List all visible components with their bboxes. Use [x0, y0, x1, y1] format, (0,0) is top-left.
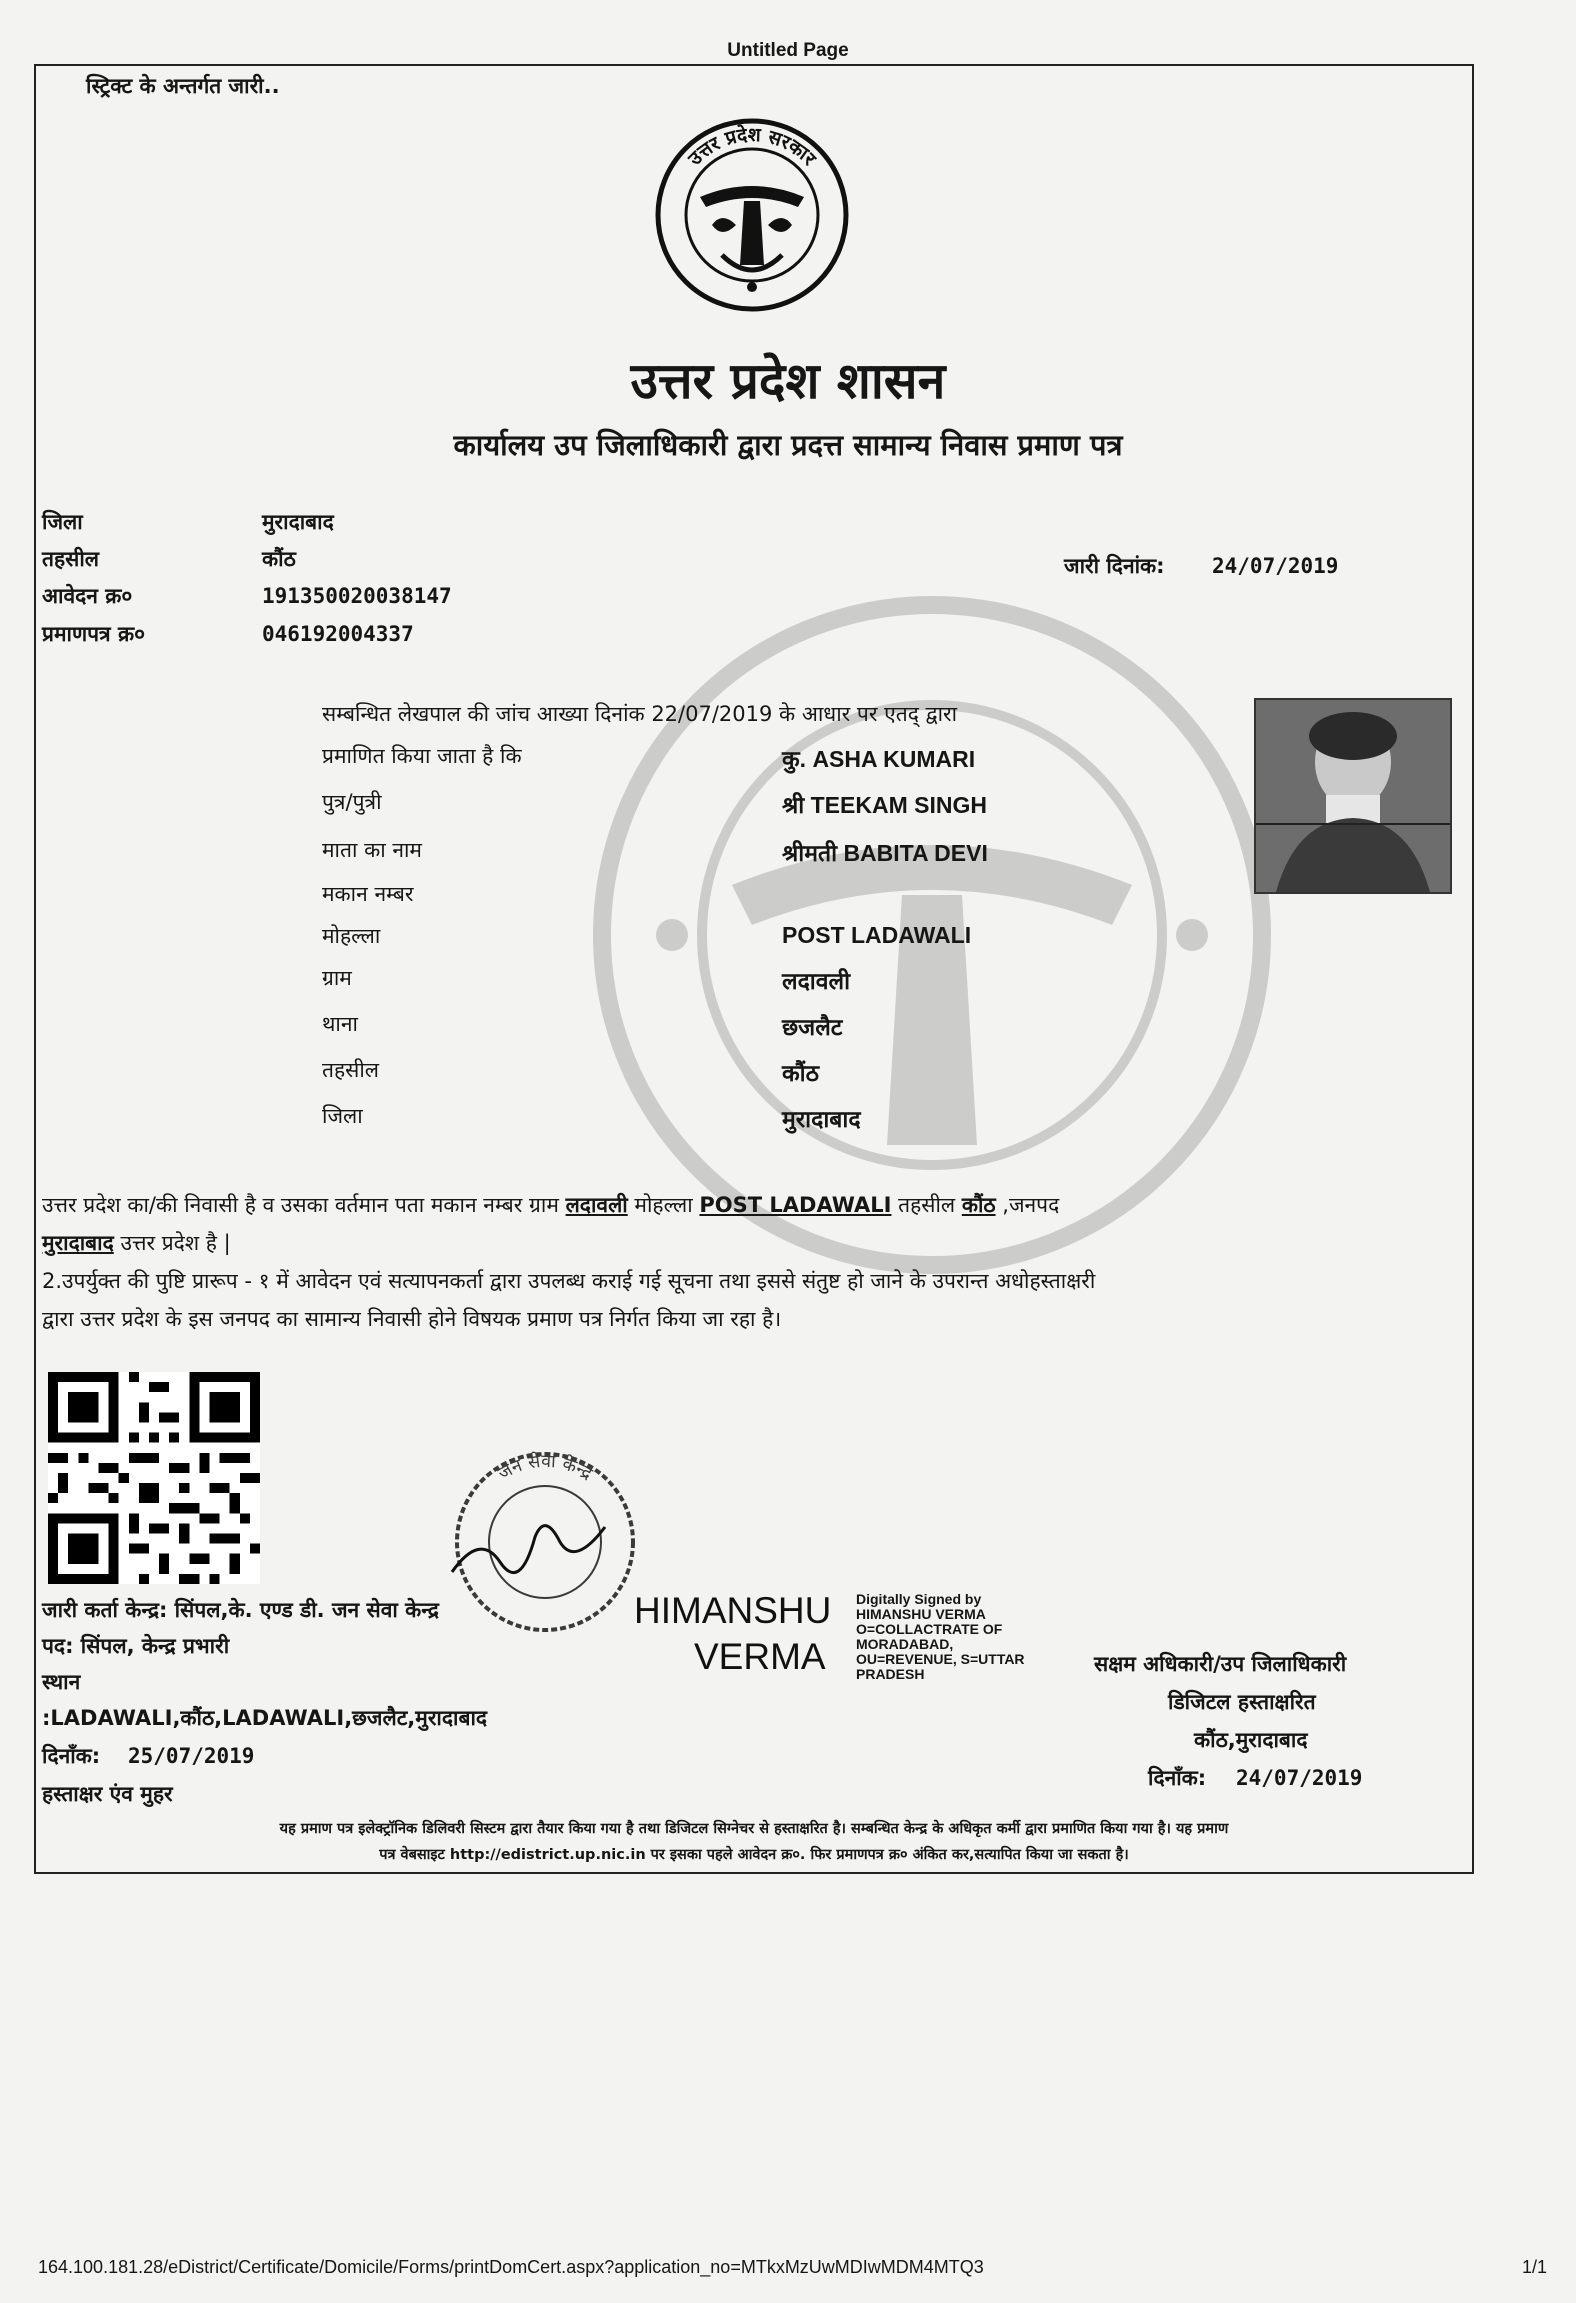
residence-text-2: मोहल्ला: [627, 1193, 700, 1217]
place-value: :LADAWALI,कौंठ,LADAWALI,छजलैट,मुरादाबाद: [42, 1706, 488, 1730]
applicant-photo: [1254, 698, 1452, 894]
district-value: मुरादाबाद: [262, 510, 334, 534]
field-district-label: जिला: [322, 1104, 363, 1128]
certificate-number-value: 046192004337: [262, 622, 414, 646]
certificate-title: उत्तर प्रदेश शासन: [630, 351, 946, 410]
issuer-designation: पद: सिंपल, केन्द्र प्रभारी: [42, 1634, 230, 1658]
issue-date-value: 24/07/2019: [1212, 554, 1339, 578]
field-mother-value: श्रीमती BABITA DEVI: [782, 840, 988, 866]
dsig-line-4: MORADABAD,: [856, 1636, 954, 1652]
svg-text:उत्तर प्रदेश सरकार: [683, 123, 821, 171]
dsig-line-6: PRADESH: [856, 1666, 925, 1682]
svg-text:जन सेवा केन्द्र: [494, 1450, 596, 1485]
footer-note-line-2: पत्र वेबसाइट http://edistrict.up.nic.in पर इसका पहले आवेदन क्र०. फिर प्रमाणपत्र क्र० अंकित कर,सत्यापित किया जा सकता है।: [379, 1847, 1129, 1863]
district-label: जिला: [42, 510, 83, 534]
field-village-value: लदावली: [782, 968, 851, 994]
field-police-station-value: छजलैट: [782, 1014, 843, 1040]
residence-tehsil: कौंठ: [961, 1193, 996, 1217]
field-mohalla-value: POST LADAWALI: [782, 922, 972, 948]
signer-first-name: HIMANSHU: [634, 1590, 832, 1631]
field-tehsil-label: तहसील: [322, 1058, 379, 1082]
residence-district: मुरादाबाद: [42, 1231, 114, 1255]
confirmation-line-1: 2.उपर्युक्त की पुष्टि प्रारूप - १ में आवेदन एवं सत्यापनकर्ता द्वारा उपलब्ध कराई गई सूचना तथा इससे संतुष्ट हो जाने के उपरान्त अधोहस्ताक्षरी: [42, 1269, 1096, 1293]
residence-mohalla: POST LADAWALI: [699, 1193, 892, 1217]
intro-line: सम्बन्धित लेखपाल की जांच आख्या दिनांक 22/07/2019 के आधार पर एतद् द्वारा: [322, 702, 958, 726]
residence-statement: [42, 1186, 1462, 1338]
field-father-value: श्री TEEKAM SINGH: [782, 792, 987, 818]
footer-note-line-1: यह प्रमाण पत्र इलेक्ट्रॉनिक डिलिवरी सिस्टम द्वारा तैयार किया गया है तथा डिजिटल सिग्नेचर से हस्ताक्षरित है। सम्बन्धित केन्द्र के अधिकृत कर्मी द्वारा प्रमाणित किया गया है। यह प्रमाण: [279, 1821, 1229, 1837]
field-village-label: ग्राम: [322, 966, 352, 990]
authority-title: सक्षम अधिकारी/उप जिलाधिकारी: [1094, 1652, 1347, 1676]
signature-seal-label: हस्ताक्षर एंव मुहर: [42, 1782, 173, 1806]
field-father-label: पुत्र/पुत्री: [322, 790, 382, 814]
residence-village: लदावली: [565, 1193, 628, 1217]
qr-code: [48, 1372, 260, 1584]
certificate-number-label: प्रमाणपत्र क्र०: [42, 622, 146, 646]
certificate-subtitle: कार्यालय उप जिलाधिकारी द्वारा प्रदत्त सामान्य निवास प्रमाण पत्र: [453, 428, 1123, 462]
application-number-value: 191350020038147: [262, 584, 452, 608]
confirmation-line-2: द्वारा उत्तर प्रदेश के इस जनपद का सामान्य निवासी होने विषयक प्रमाण पत्र निर्गत किया जा रहा है।: [42, 1307, 782, 1331]
field-house-label: मकान नम्बर: [322, 882, 414, 906]
up-government-emblem: [652, 115, 852, 315]
authority-date-label: दिनाँक:: [1148, 1766, 1207, 1790]
issue-date-label: जारी दिनांक:: [1064, 554, 1165, 578]
corner-note: स्ट्रिक्ट के अन्तर्गत जारी..: [86, 74, 280, 98]
print-url: 164.100.181.28/eDistrict/Certificate/Domicile/Forms/printDomCert.aspx?application_no=MTkxMzUwMDIwMDM4MTQ3: [38, 2257, 984, 2277]
authority-date-value: 24/07/2019: [1236, 1766, 1363, 1790]
field-certified-value: कु. ASHA KUMARI: [782, 746, 976, 772]
dsig-line-3: O=COLLACTRATE OF: [856, 1621, 1003, 1637]
signer-last-name: VERMA: [694, 1636, 826, 1677]
dsig-line-2: HIMANSHU VERMA: [856, 1606, 986, 1622]
centre-date-label: दिनाँक:: [42, 1744, 101, 1768]
issuing-centre: जारी कर्ता केन्द्र: सिंपल,के. एण्ड डी. जन सेवा केन्द्र: [42, 1598, 439, 1622]
residence-text-3: तहसील: [891, 1193, 962, 1217]
jan-seva-kendra-stamp: [440, 1442, 650, 1642]
browser-page-header: Untitled Page: [727, 40, 849, 61]
residence-text-4: ,जनपद: [995, 1193, 1060, 1217]
page-number: 1/1: [1522, 2257, 1548, 2277]
tehsil-label: तहसील: [42, 547, 99, 571]
residence-text-5: उत्तर प्रदेश है |: [113, 1231, 231, 1255]
place-label: स्थान: [42, 1670, 81, 1694]
emblem-ring-text: उत्तर प्रदेश सरकार: [684, 123, 821, 170]
authority-location: कौंठ,मुरादाबाद: [1194, 1728, 1308, 1752]
field-tehsil-value: कौंठ: [782, 1060, 819, 1086]
application-number-label: आवेदन क्र०: [42, 584, 133, 608]
field-district-value: मुरादाबाद: [782, 1106, 861, 1132]
field-certified-label: प्रमाणित किया जाता है कि: [322, 744, 522, 768]
residence-text-1: उत्तर प्रदेश का/की निवासी है व उसका वर्तमान पता मकान नम्बर ग्राम: [42, 1193, 566, 1217]
dsig-line-5: OU=REVENUE, S=UTTAR: [856, 1651, 1025, 1667]
centre-date-value: 25/07/2019: [128, 1744, 255, 1768]
field-police-station-label: थाना: [322, 1012, 358, 1036]
field-mohalla-label: मोहल्ला: [322, 924, 381, 948]
authority-digital-signed: डिजिटल हस्ताक्षरित: [1168, 1690, 1316, 1714]
dsig-line-1: Digitally Signed by: [856, 1591, 982, 1607]
tehsil-value: कौंठ: [262, 547, 296, 571]
digital-signature-details: [856, 1592, 1025, 1682]
field-mother-label: माता का नाम: [322, 838, 422, 862]
stamp-text: जन सेवा केन्द्र: [494, 1450, 596, 1485]
